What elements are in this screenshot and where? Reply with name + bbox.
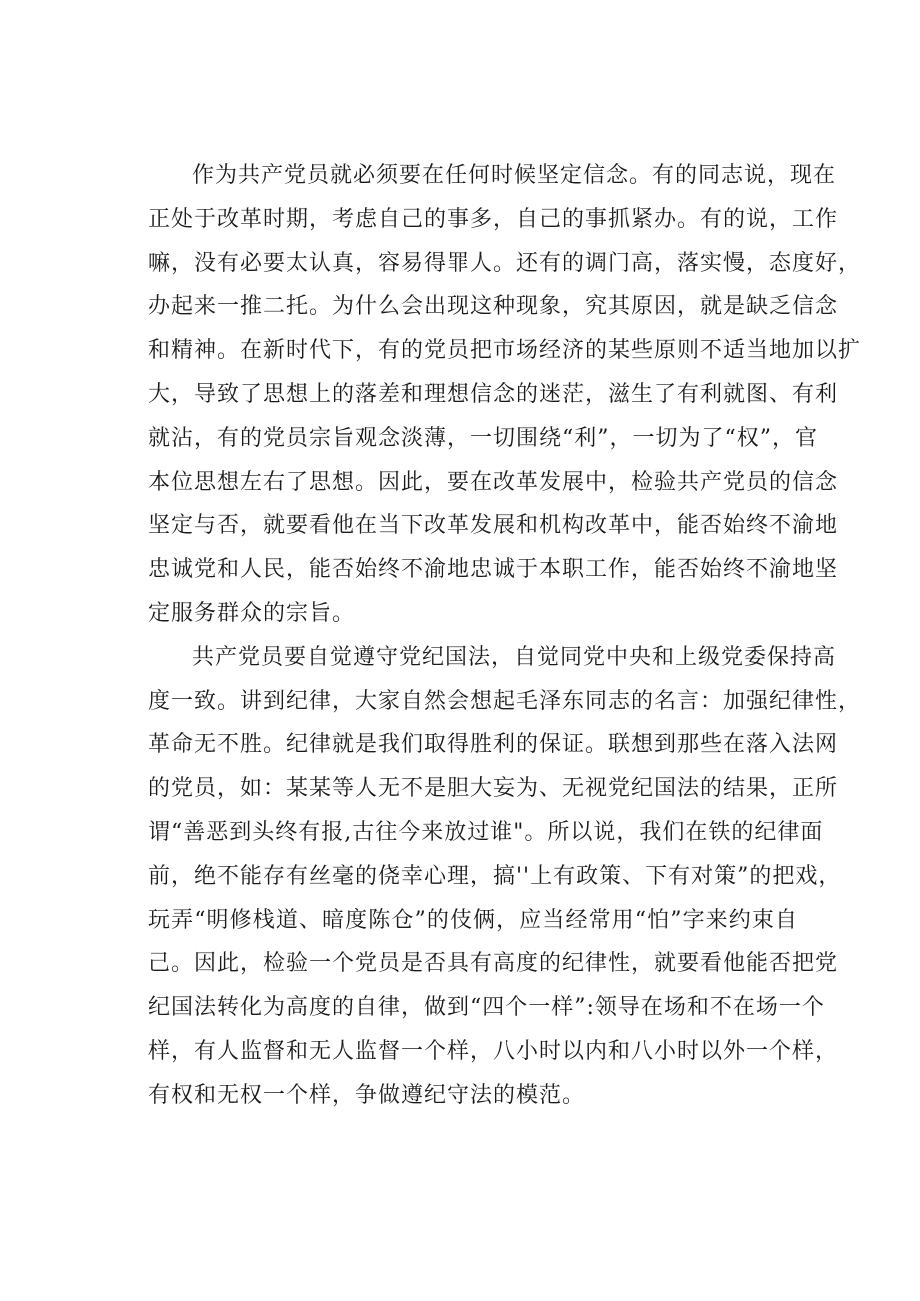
text-line: 有权和无权一个样，争做遵纪守法的模范。	[148, 1082, 586, 1108]
text-line: 共产党员要自觉遵守党纪国法，自觉同党中央和上级党委保持高	[192, 644, 837, 670]
text-line: 玩弄“明修栈道、暗度陈仓”的伎俩，应当经常用“怕”字来约束自	[148, 907, 798, 933]
text-line: 的党员，如：某某等人无不是胆大妄为、无视党纪国法的结果，正所	[148, 776, 839, 802]
text-line: 和精神。在新时代下，有的党员把市场经济的某些原则不适当地加以扩	[148, 338, 862, 364]
text-line: 纪国法转化为高度的自律，做到“四个一样”:领导在场和不在场一个	[148, 995, 825, 1021]
text-line: 度一致。讲到纪律，大家自然会想起毛泽东同志的名言：加强纪律性，	[148, 688, 862, 714]
paragraph	[148, 636, 862, 1118]
text-line: 前，绝不能存有丝毫的侥幸心理，搞''上有政策、下有对策”的把戏，	[148, 863, 842, 889]
text-line: 谓“善恶到头终有报,古往今来放过谁"。所以说，我们在铁的纪律面	[148, 819, 824, 845]
text-line: 坚定与否，就要看他在当下改革发展和机构改革中，能否始终不渝地	[148, 513, 839, 539]
text-line: 办起来一推二托。为什么会出现这种现象，究其原因，就是缺乏信念	[148, 294, 839, 320]
text-line: 本位思想左右了思想。因此，要在改革发展中，检验共产党员的信念	[148, 469, 839, 495]
text-line: 己。因此，检验一个党员是否具有高度的纪律性，就要看他能否把党	[148, 951, 839, 977]
text-line: 大，导致了思想上的落差和理想信念的迷茫，滋生了有利就图、有利	[148, 381, 839, 407]
text-line: 革命无不胜。纪律就是我们取得胜利的保证。联想到那些在落入法网	[148, 732, 839, 758]
text-line: 样，有人监督和无人监督一个样，八小时以内和八小时以外一个样，	[148, 1038, 839, 1064]
text-line: 忠诚党和人民，能否始终不渝地忠诚于本职工作，能否始终不渝地坚	[148, 557, 839, 583]
text-line: 嘛，没有必要太认真，容易得罪人。还有的调门高，落实慢，态度好，	[148, 250, 862, 276]
document-body	[148, 154, 862, 1118]
paragraph	[148, 154, 862, 636]
text-line: 作为共产党员就必须要在任何时候坚定信念。有的同志说，现在	[192, 163, 837, 188]
text-line: 定服务群众的宗旨。	[148, 600, 356, 626]
text-line: 就沾，有的党员宗旨观念淡薄，一切围绕“利”，一切为了“权”，官	[148, 425, 818, 451]
text-line: 正处于改革时期，考虑自己的事多，自己的事抓紧办。有的说，工作	[148, 206, 839, 232]
